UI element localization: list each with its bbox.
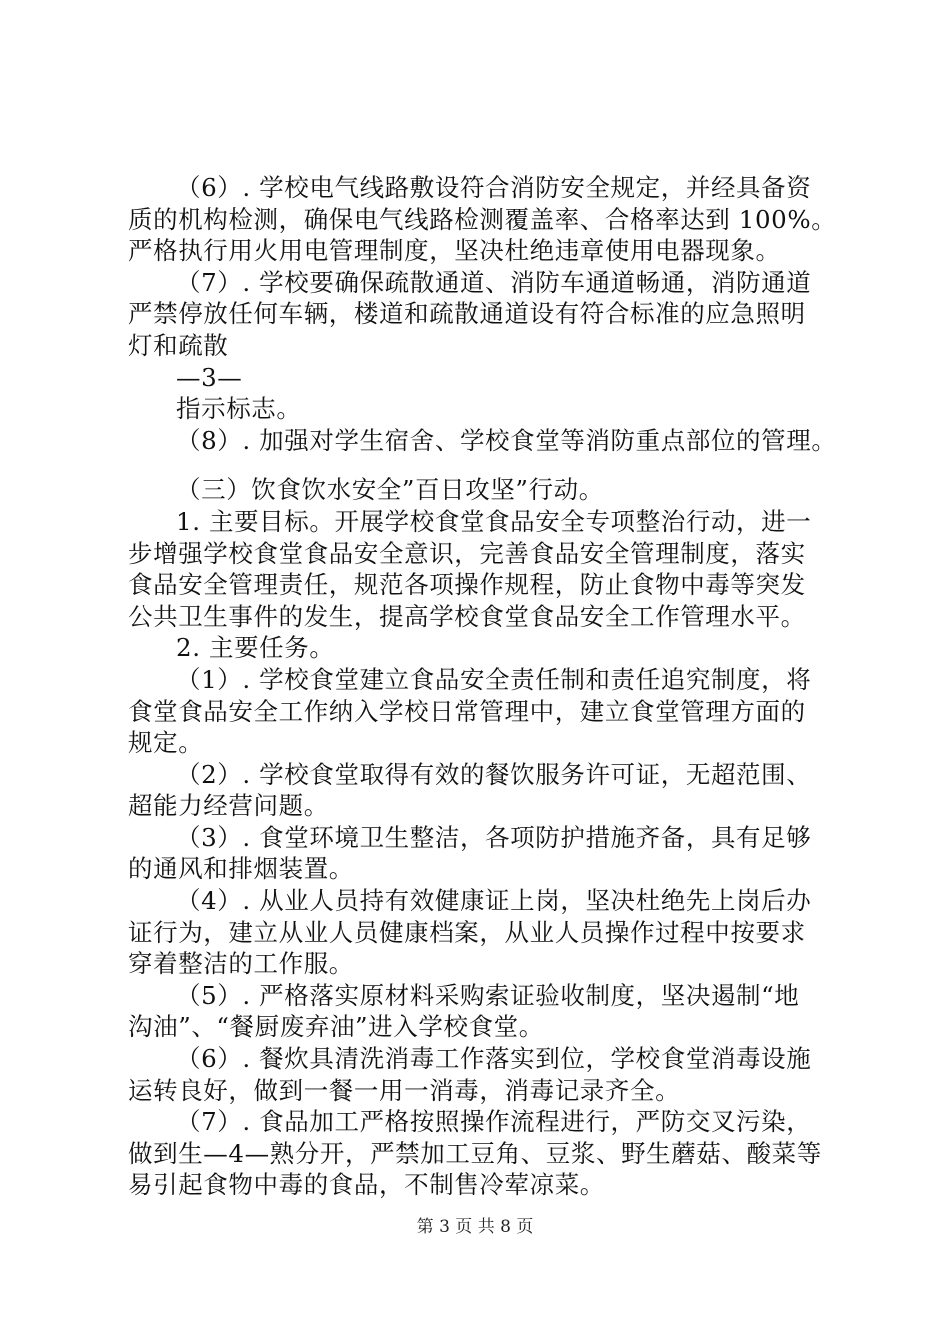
- page-footer: 第 3 页 共 8 页: [416, 1217, 534, 1237]
- section-heading: （三）饮食饮水安全”百日攻坚”行动。: [176, 475, 604, 505]
- paragraph-line: 运转良好，做到一餐一用一消毒，消毒记录齐全。: [128, 1075, 681, 1105]
- document-body: [128, 172, 840, 1201]
- paragraph-line: 易引起食物中毒的食品，不制售冷荤凉菜。: [128, 1170, 605, 1200]
- paragraph-line: 质的机构检测，确保电气线路检测覆盖率、合格率达到 100%。: [128, 204, 837, 234]
- paragraph-line: 沟油”、“餐厨废弃油”进入学校食堂。: [128, 1012, 544, 1042]
- paragraph-line: 2. 主要任务。: [176, 633, 335, 663]
- paragraph-line: （5）. 严格落实原材料采购索证验收制度，坚决遏制“地: [176, 980, 800, 1010]
- paragraph-line: （2）. 学校食堂取得有效的餐饮服务许可证，无超范围、: [176, 759, 812, 789]
- paragraph-gap: [128, 456, 840, 474]
- page-marker: —3—: [176, 362, 243, 392]
- paragraph-line: （8）. 加强对学生宿舍、学校食堂等消防重点部位的管理。: [176, 425, 837, 455]
- paragraph-line: 严禁停放任何车辆，楼道和疏散通道设有符合标准的应急照明: [128, 299, 806, 329]
- paragraph-line: 严格执行用火用电管理制度，坚决杜绝违章使用电器现象。: [128, 236, 781, 266]
- paragraph-line: 1. 主要目标。开展学校食堂食品安全专项整治行动，进一: [176, 506, 812, 536]
- paragraph-line: （6）. 学校电气线路敷设符合消防安全规定，并经具备资: [176, 173, 812, 202]
- paragraph-line: 穿着整洁的工作服。: [128, 949, 354, 979]
- paragraph-line: 食堂食品安全工作纳入学校日常管理中，建立食堂管理方面的: [128, 696, 806, 726]
- paragraph-line: （3）. 食堂环境卫生整洁，各项防护措施齐备，具有足够: [176, 822, 812, 852]
- paragraph-line: 指示标志。: [176, 394, 302, 424]
- paragraph-line: 证行为，建立从业人员健康档案，从业人员操作过程中按要求: [128, 917, 806, 947]
- paragraph-line: （7）. 学校要确保疏散通道、消防车通道畅通，消防通道: [176, 267, 812, 297]
- paragraph-line: 超能力经营问题。: [128, 791, 329, 821]
- paragraph-line: （6）. 餐炊具清洗消毒工作落实到位，学校食堂消毒设施: [176, 1044, 812, 1074]
- paragraph-line: 规定。: [128, 728, 204, 758]
- paragraph-line: 公共卫生事件的发生，提高学校食堂食品安全工作管理水平。: [128, 601, 806, 631]
- paragraph-line: 食品安全管理责任，规范各项操作规程，防止食物中毒等突发: [128, 570, 806, 600]
- paragraph-line: 做到生—4—熟分开，严禁加工豆角、豆浆、野生蘑菇、酸菜等: [128, 1138, 822, 1168]
- paragraph-line: 步增强学校食堂食品安全意识，完善食品安全管理制度，落实: [128, 538, 806, 568]
- paragraph-line: （4）. 从业人员持有效健康证上岗，坚决杜绝先上岗后办: [176, 886, 812, 916]
- paragraph-line: （7）. 食品加工严格按照操作流程进行，严防交叉污染，: [176, 1107, 812, 1137]
- paragraph-line: 灯和疏散: [128, 330, 229, 360]
- paragraph-line: （1）. 学校食堂建立食品安全责任制和责任追究制度，将: [176, 664, 812, 694]
- paragraph-line: 的通风和排烟装置。: [128, 854, 354, 884]
